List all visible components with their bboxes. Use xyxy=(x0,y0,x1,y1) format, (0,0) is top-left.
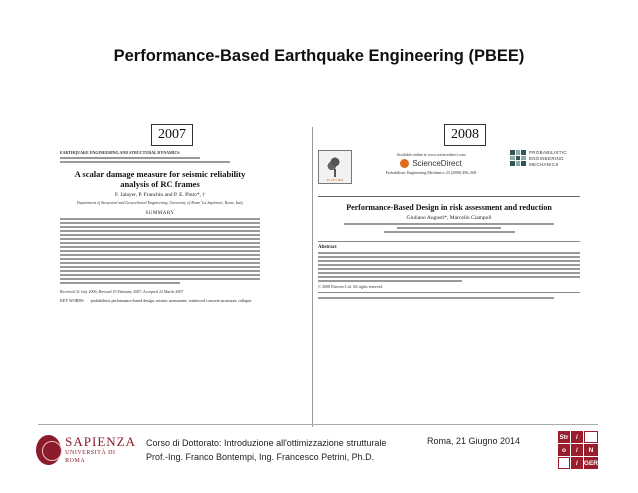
journal-reference: Probabilistic Engineering Mechanics 23 (2008) 496–508 xyxy=(385,170,477,175)
footer-course-info xyxy=(146,436,386,464)
abstract-block xyxy=(318,241,580,293)
paper-thumbnail-2008 xyxy=(318,150,580,385)
year-label-right: 2008 xyxy=(444,124,486,146)
journal-logo: PROBABILISTIC ENGINEERING MECHANICS xyxy=(510,150,580,168)
summary-heading: SUMMARY xyxy=(145,211,175,216)
keywords-row xyxy=(60,298,260,303)
paper-title: A scalar damage measure for seismic reliability analysis of RC frames xyxy=(74,169,246,189)
slide-title: Performance-Based Earthquake Engineering (PBEE) xyxy=(113,47,525,65)
journal-name: EARTHQUAKE ENGINEERING AND STRUCTURAL DYNAMICS xyxy=(60,150,180,155)
sciencedirect-icon xyxy=(400,159,409,168)
paper-authors: Giuliano Augusti*, Marcello Ciampoli xyxy=(406,215,492,221)
stongler-logo: Str / o / N / GER xyxy=(558,431,598,469)
sapienza-logo: SAPIENZA UNIVERSITÀ DI ROMA xyxy=(36,432,136,468)
text-line xyxy=(60,161,230,163)
paper-thumbnail-2007 xyxy=(60,150,260,415)
summary-text-block xyxy=(60,218,260,284)
journal-grid-icon xyxy=(510,150,526,166)
elsevier-logo: ELSEVIER xyxy=(318,150,352,184)
paper-authors: F. Jalayer, P. Franchin and P. E. Pinto*, † xyxy=(114,192,206,198)
instructors: Prof.-Ing. Franco Bontempi, Ing. Francesco Petrini, Ph.D. xyxy=(146,452,375,462)
university-seal-icon xyxy=(36,435,61,465)
keywords-label: KEY WORDS: xyxy=(60,298,85,303)
paper-title: Performance-Based Design in risk assessment and reduction xyxy=(346,203,552,212)
footer-date: Roma, 21 Giugno 2014 xyxy=(427,436,521,446)
sciencedirect-logo: ScienceDirect xyxy=(352,159,510,168)
copyright: © 2008 Elsevier Ltd. All rights reserved. xyxy=(318,284,384,289)
footer-divider xyxy=(38,424,598,425)
keywords: probabilistic performance-based design; seismic assessment; reinforced concrete structures; collapse xyxy=(90,298,252,303)
course-title: Corso di Dottorato: Introduzione all'ottimizzazione strutturale xyxy=(146,438,387,448)
panel-divider xyxy=(312,127,313,427)
paper-affiliation: Department of Structural and Geotechnical Engineering, University of Rome 'La Sapienza', Rome, Italy xyxy=(76,200,244,205)
journal-header xyxy=(352,150,510,175)
paper-header xyxy=(318,150,580,192)
year-label-left: 2007 xyxy=(151,124,193,146)
received-dates: Received 31 July 2006; Revised 19 February 2007; Accepted 22 March 2007 xyxy=(60,289,184,294)
abstract-heading: Abstract xyxy=(318,245,337,250)
text-line xyxy=(60,157,200,159)
available-online: Available online at www.sciencedirect.com xyxy=(396,152,466,157)
